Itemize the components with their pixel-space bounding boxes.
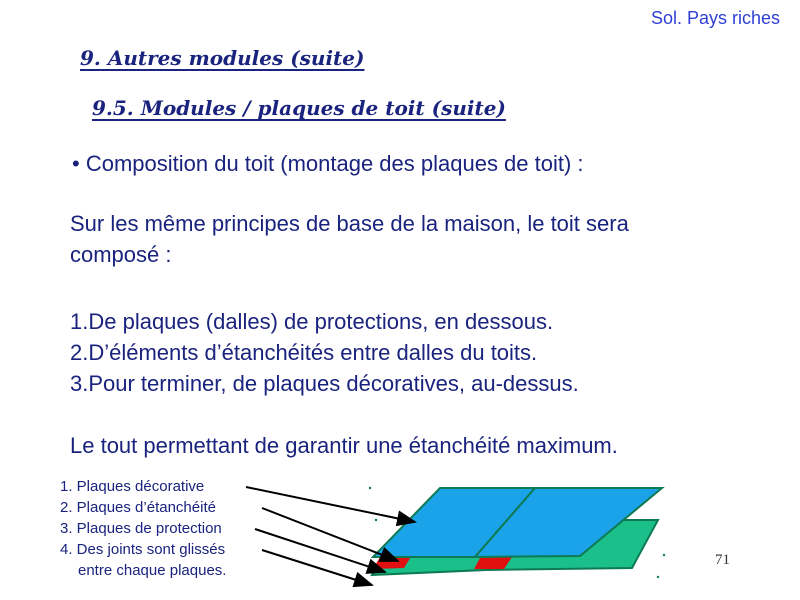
legend-item: entre chaque plaques. xyxy=(78,562,227,579)
dot-mark xyxy=(375,519,377,521)
dot-mark xyxy=(657,576,659,578)
conclusion-line: Le tout permettant de garantir une étanchéité maximum. xyxy=(70,433,618,458)
legend-item: 2. Plaques d’étanchéité xyxy=(60,499,216,516)
subsection-heading: 9.5. Modules / plaques de toit (suite) xyxy=(92,96,506,120)
paragraph-line-2: composé : xyxy=(70,242,172,267)
dot-mark xyxy=(369,487,371,489)
corner-label: Sol. Pays riches xyxy=(650,8,780,28)
legend-item: 4. Des joints sont glissés xyxy=(60,541,226,558)
leader-arrow xyxy=(246,487,415,522)
legend-item: 3. Plaques de protection xyxy=(60,520,222,537)
dot-mark xyxy=(663,554,665,556)
leader-arrow xyxy=(262,550,372,585)
paragraph-line-1: Sur les même principes de base de la maison, le toit sera xyxy=(70,211,629,236)
list-item: 2.D’éléments d’étanchéités entre dalles du toits. xyxy=(70,340,538,365)
bullet-line: • Composition du toit (montage des plaques de toit) : xyxy=(72,151,584,176)
leader-arrow xyxy=(255,529,385,572)
page-number: 71 xyxy=(715,552,730,568)
list-item: 1.De plaques (dalles) de protections, en dessous. xyxy=(70,309,554,334)
section-heading: 9. Autres modules (suite) xyxy=(80,46,365,70)
legend-item: 1. Plaques décorative xyxy=(60,478,205,495)
list-item: 3.Pour terminer, de plaques décoratives, au-dessus. xyxy=(70,371,579,396)
